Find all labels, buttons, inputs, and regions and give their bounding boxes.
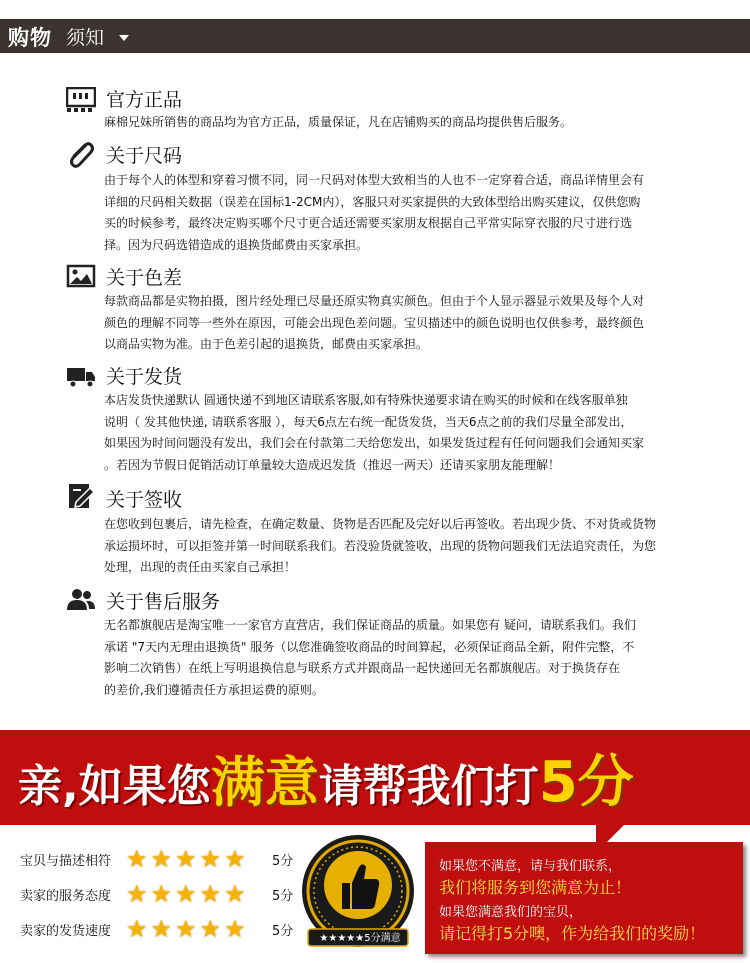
banner-part4: 5分 — [538, 750, 634, 815]
star-rating-icon: ★★★★★ — [126, 845, 249, 873]
body-line: 买的时候参考，最终决定购买哪个尺寸更合适还需要买家朋友根据自己平常实际穿衣服的尺寸进行选 — [104, 216, 633, 230]
star-rating-icon: ★★★★★ — [126, 915, 249, 943]
section-body — [104, 291, 664, 356]
section-title: 关于发货 — [106, 366, 183, 388]
seal-label: ★★★★★5分满意 — [319, 933, 401, 944]
rating-score: 5分 — [272, 889, 294, 904]
rating-row-shipping — [20, 915, 310, 941]
body-line: 的差价,我们遵循责任方承担运费的原则。 — [104, 682, 324, 697]
banner-part3: 请帮我们打 — [318, 761, 539, 812]
body-line: 颜色的理解不同等一些外在原因，可能会出现色差问题。宝贝描述中的颜色说明也仅供参考，最终颜色 — [104, 315, 645, 330]
rating-label: 卖家的发货速度 — [20, 924, 112, 939]
body-line: 由于每个人的体型和穿着习惯不同，同一尺码对体型大致相当的人也不一定穿着合适，商品详情里会有 — [104, 173, 645, 187]
rating-label: 卖家的服务态度 — [20, 889, 112, 904]
body-line: 如果因为时间问题没有发出，我们会在付款第二天给您发出，如果发货过程有任何问题我们会通知买家 — [104, 436, 645, 450]
five-star-banner — [0, 730, 750, 825]
banner-part2: 满意 — [210, 751, 319, 814]
header-bar — [0, 0, 750, 53]
header-title-bold: 购物 — [8, 26, 52, 50]
body-line: 承运损坏时，可以拒签并第一时间联系我们。若没验货就签收，出现的货物问题我们无法追究责任，为您 — [104, 538, 657, 553]
rating-row-service — [20, 880, 310, 906]
users-icon — [66, 587, 96, 613]
edit-document-icon — [66, 482, 96, 510]
body-line: 本店发货快递默认 圆通快递不到地区请联系客服,如有特殊快递要求请在购买的时候和在线客服单独 — [104, 393, 628, 407]
section-title: 关于售后服务 — [106, 591, 221, 613]
section-title: 关于签收 — [106, 489, 183, 511]
section-body — [104, 170, 664, 256]
image-icon — [66, 264, 96, 290]
body-line: 无名都旗舰店是淘宝唯一一家官方直营店，我们保证商品的质量。如果您有 疑问，请联系我们。我们 — [104, 618, 636, 632]
storefront-icon — [66, 87, 96, 113]
banner-part1: 亲,如果您 — [18, 761, 211, 812]
banner-text — [18, 738, 634, 818]
section-body — [104, 112, 664, 134]
body-line: 在您收到包裹后，请先检查，在确定数量、货物是否匹配及完好以后再签收。若出现少货、不对货或货物 — [104, 517, 657, 531]
section-title: 关于色差 — [106, 267, 183, 289]
header-strip — [0, 19, 750, 53]
message-line-highlight: 请记得打5分噢，作为给我们的奖励！ — [439, 924, 706, 943]
header-title-light: 须知 — [66, 27, 105, 49]
caret-down-icon — [119, 35, 129, 41]
body-line: 说明（ 发其他快递, 请联系客服 ），每天6点左右统一配货发货，当天6点之前的我们尽量全部发出， — [104, 414, 633, 429]
body-line: 麻棉兄妹所销售的商品均为官方正品，质量保证，凡在店铺购买的商品均提供售后服务。 — [104, 115, 573, 129]
body-line: 以商品实物为准。由于色差引起的退换货，邮费由买家承担。 — [104, 337, 429, 351]
body-line: 每款商品都是实物拍摄，图片经处理已尽量还原实物真实颜色。但由于个人显示器显示效果及每个人对 — [104, 294, 645, 308]
truck-icon — [66, 364, 96, 390]
body-line: 影响二次销售）在纸上写明退换信息与联系方式并跟商品一起快递回无名都旗舰店。对于换货存在 — [104, 661, 621, 675]
body-line: 处理，出现的责任由买家自己承担！ — [104, 560, 297, 574]
rating-label: 宝贝与描述相符 — [20, 854, 112, 869]
star-rating-icon: ★★★★★ — [126, 880, 249, 908]
section-body — [104, 514, 664, 579]
rating-score: 5分 — [272, 924, 294, 939]
paperclip-icon — [66, 142, 96, 168]
body-line: 择。因为尺码选错造成的退换货邮费由买家承担。 — [104, 237, 369, 252]
section-title: 官方正品 — [106, 89, 183, 111]
body-line: 。若因为节假日促销活动订单量较大造成迟发货（推迟一两天）还请买家朋友能理解！ — [104, 457, 561, 472]
section-body — [104, 615, 664, 701]
rating-row-description — [20, 845, 310, 871]
body-line: 详细的尺码相关数据（误差在国标1-2CM内），客服只对买家提供的大致体型给出购买建议，仅供您购 — [104, 194, 641, 209]
message-line: 如果您满意我们的宝贝， — [439, 905, 583, 920]
message-box — [425, 842, 743, 954]
rating-score: 5分 — [272, 854, 294, 869]
body-line: 承诺 "7天内无理由退换货" 服务（以您准确签收商品的时间算起，必须保证商品全新，附件完整，不 — [104, 639, 635, 654]
message-line: 如果您不满意，请与我们联系， — [439, 859, 622, 874]
section-body — [104, 390, 664, 476]
message-line-highlight: 我们将服务到您满意为止！ — [439, 878, 632, 897]
section-title: 关于尺码 — [106, 145, 183, 167]
